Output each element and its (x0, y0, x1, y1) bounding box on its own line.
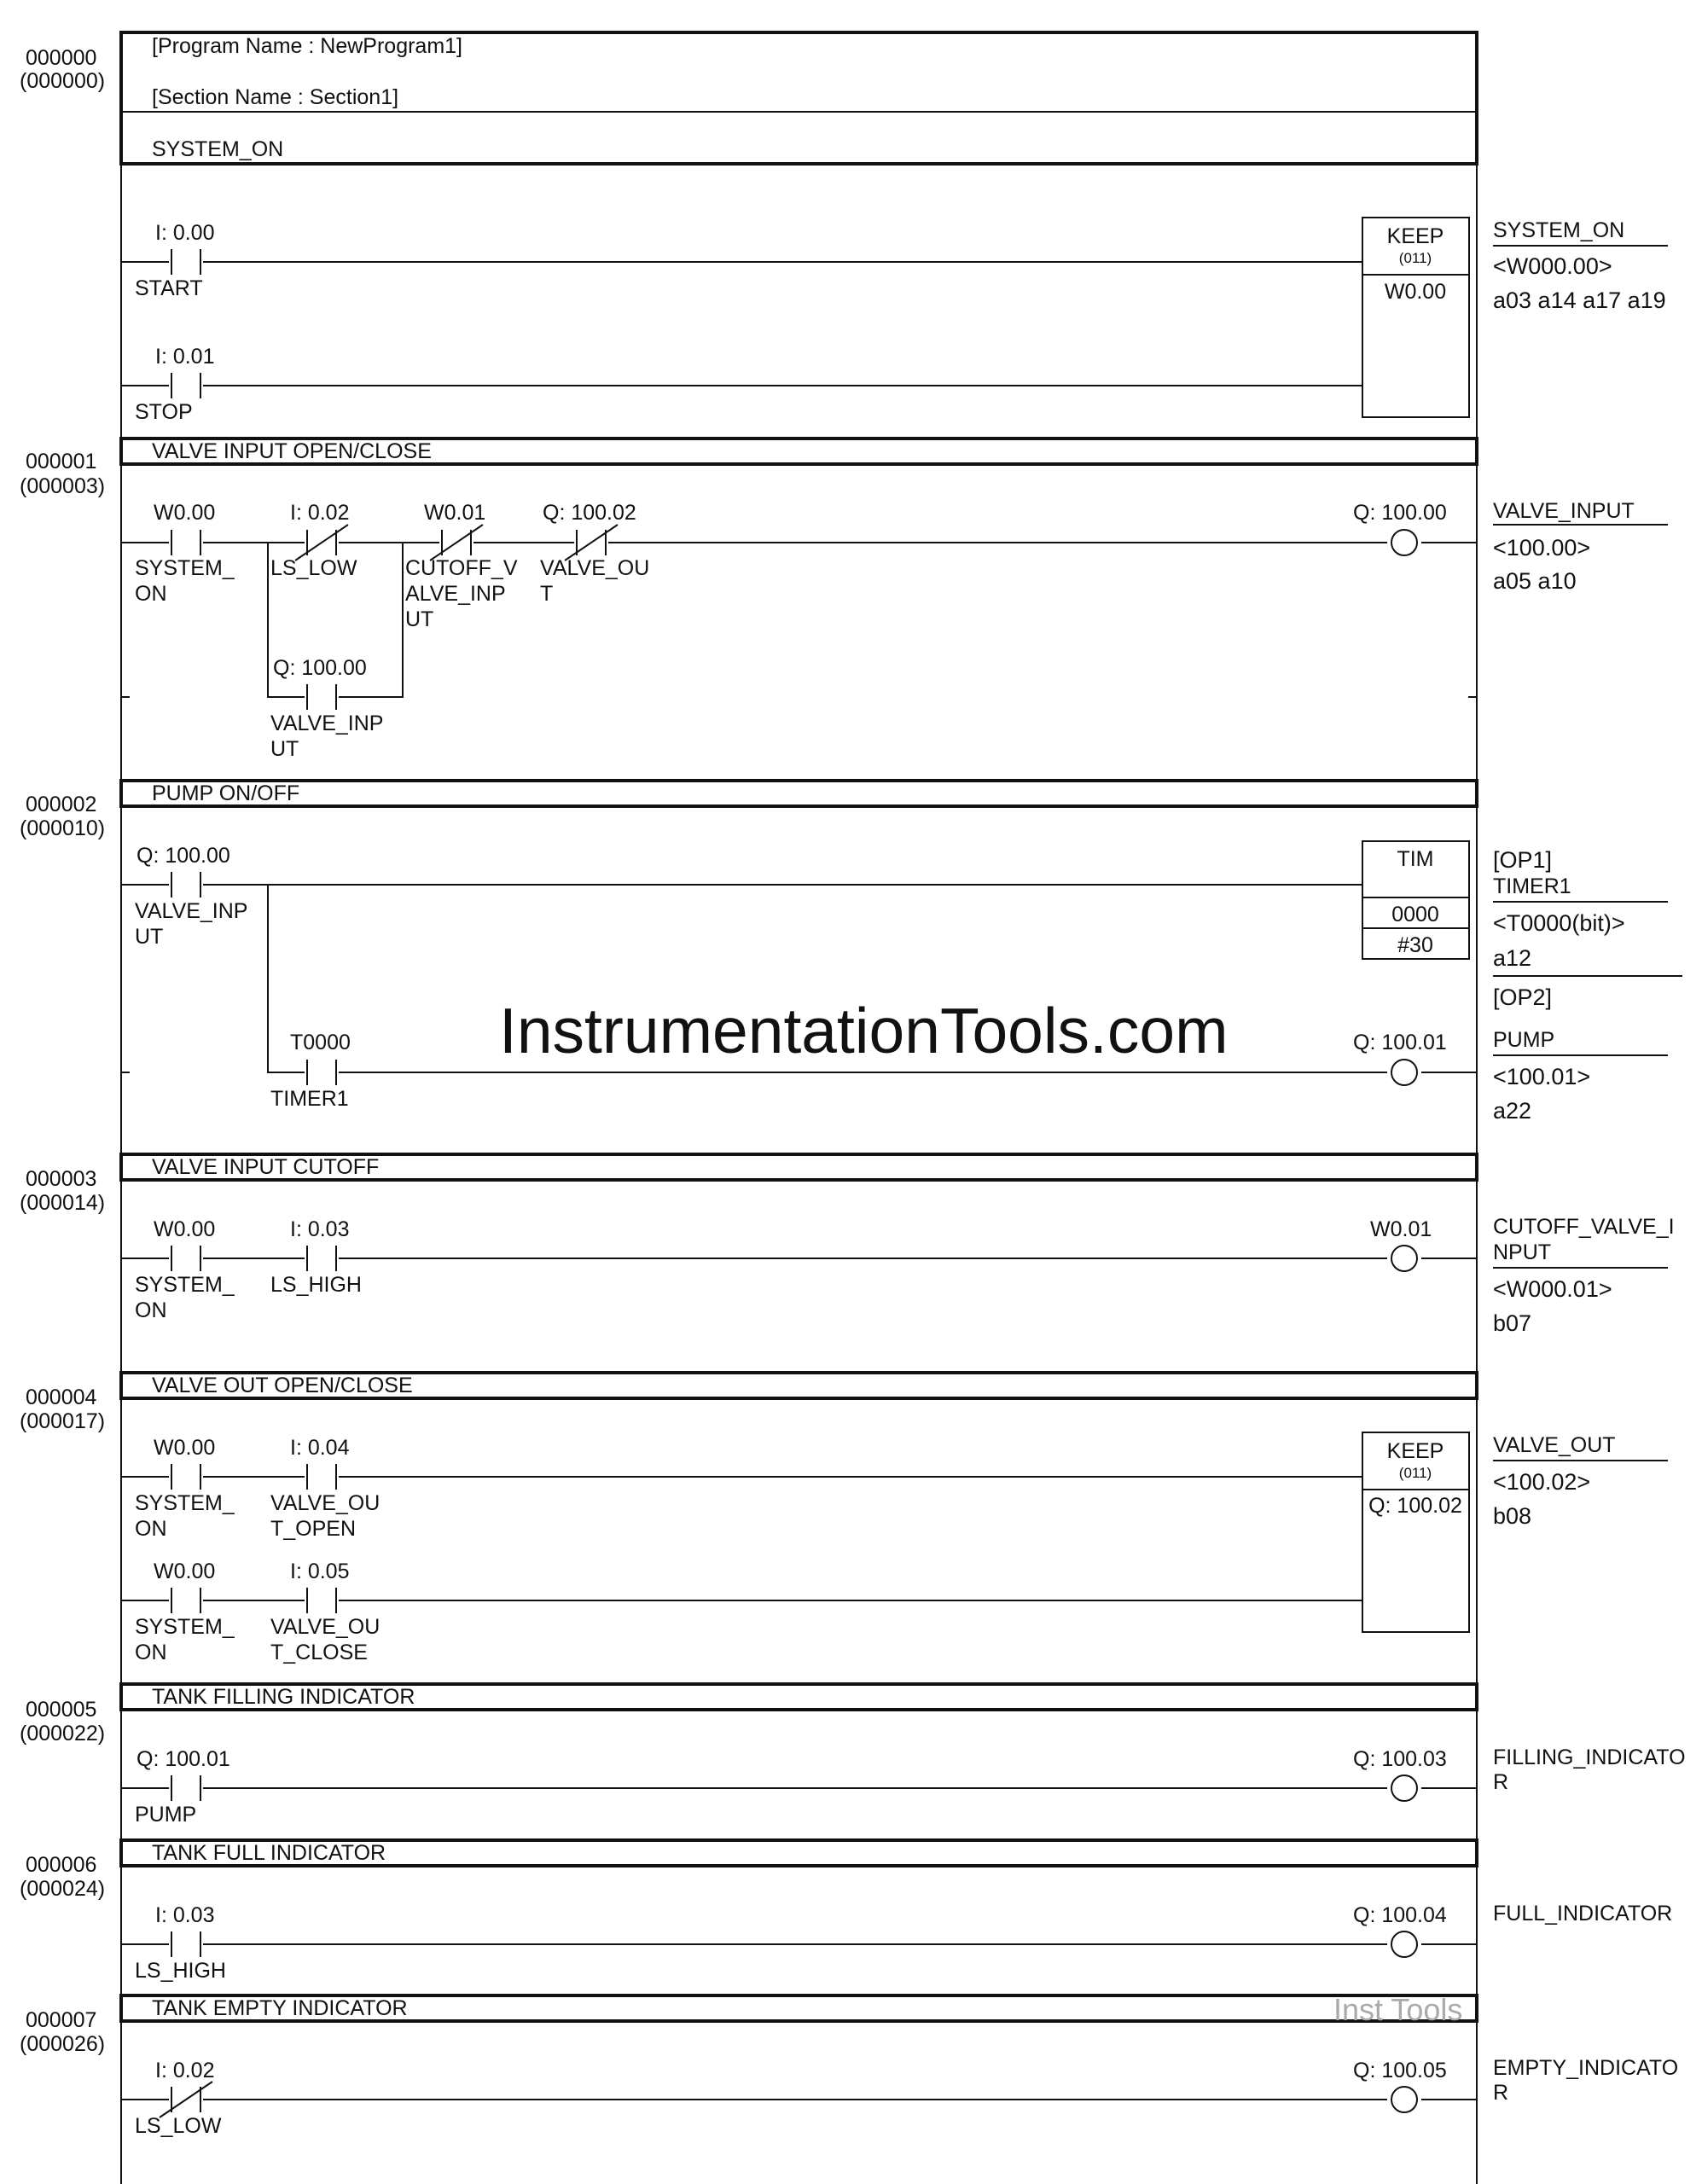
contact-name-line2: UT (270, 737, 299, 761)
contact-address: I: 0.03 (290, 1217, 350, 1241)
xref-address: <100.00> (1493, 535, 1591, 561)
rung-1[interactable] (20, 439, 1668, 761)
rung-comment: TANK FULL INDICATOR (152, 1841, 386, 1865)
instruction-name: TIM (1397, 847, 1434, 871)
output-coil[interactable] (1391, 1931, 1417, 1957)
contact-no[interactable] (305, 1588, 339, 1613)
rung-0[interactable] (20, 32, 1668, 424)
output-coil[interactable] (1391, 1775, 1417, 1801)
xref-refs: a22 (1493, 1098, 1532, 1124)
contact-address: Q: 100.01 (137, 1747, 230, 1771)
watermark-small: Inst Tools (1333, 1992, 1463, 2027)
contact-address: T0000 (290, 1031, 351, 1054)
rung-comment: TANK EMPTY INDICATOR (152, 1996, 408, 2020)
contact-name-line2: T (540, 582, 554, 606)
xref-symbol-line1: CUTOFF_VALVE_I (1493, 1215, 1675, 1239)
timer-number: 0000 (1391, 903, 1439, 926)
step-number: 000003 (26, 1167, 97, 1191)
contact-address: I: 0.00 (155, 221, 215, 245)
xref-symbol-line1: FILLING_INDICATO (1493, 1745, 1686, 1769)
contact-address: W0.00 (154, 1436, 216, 1460)
xref-symbol-line2: NPUT (1493, 1240, 1552, 1264)
step-address: (000000) (20, 69, 106, 93)
keep-instruction[interactable] (1362, 218, 1469, 417)
contact-no[interactable] (169, 1775, 203, 1801)
program-name: [Program Name : NewProgram1] (152, 34, 463, 58)
step-address: (000003) (20, 474, 106, 498)
contact-address: I: 0.05 (290, 1560, 350, 1583)
contact-address: Q: 100.00 (137, 844, 230, 868)
rung-6[interactable] (20, 1840, 1672, 1983)
contact-name: LS_LOW (135, 2114, 222, 2138)
rung-comment: VALVE OUT OPEN/CLOSE (152, 1374, 413, 1397)
contact-name-line1: VALVE_OU (540, 556, 650, 580)
contact-no[interactable] (169, 249, 203, 275)
contact-no[interactable] (305, 1060, 339, 1085)
contact-no[interactable] (169, 1931, 203, 1957)
xref-address: <W000.01> (1493, 1276, 1612, 1302)
coil-address: W0.01 (1370, 1217, 1432, 1241)
step-address: (000024) (20, 1877, 106, 1901)
xref-op2-label: [OP2] (1493, 985, 1553, 1010)
contact-address: W0.00 (154, 1560, 216, 1583)
instruction-code: (011) (1398, 250, 1432, 266)
instruction-name: KEEP (1386, 1439, 1444, 1463)
xref-symbol-line2: R (1493, 2081, 1509, 2105)
xref-refs: b08 (1493, 1503, 1532, 1529)
contact-address: W0.01 (424, 501, 486, 525)
contact-name: TIMER1 (270, 1087, 349, 1111)
contact-address: I: 0.02 (155, 2059, 215, 2082)
contact-no[interactable] (305, 1246, 339, 1271)
rung-comment: PUMP ON/OFF (152, 781, 300, 805)
step-address: (000026) (20, 2032, 106, 2056)
contact-name-line2: UT (135, 925, 164, 949)
contact-address: W0.00 (154, 501, 216, 525)
contact-name-line2: T_OPEN (270, 1517, 357, 1541)
output-coil[interactable] (1391, 1060, 1417, 1085)
xref-refs: b07 (1493, 1310, 1532, 1336)
xref-symbol: FULL_INDICATOR (1493, 1902, 1673, 1926)
contact-name-line1: CUTOFF_V (405, 556, 518, 580)
coil-address: Q: 100.03 (1353, 1747, 1447, 1771)
xref-symbol: PUMP (1493, 1028, 1555, 1052)
section-name: [Section Name : Section1] (152, 85, 399, 109)
rung-3[interactable] (20, 1154, 1675, 1336)
coil-address: Q: 100.04 (1353, 1903, 1447, 1927)
output-coil[interactable] (1391, 1246, 1417, 1271)
contact-no[interactable] (169, 1246, 203, 1271)
xref-address: <T0000(bit)> (1493, 910, 1625, 936)
xref-symbol-line1: EMPTY_INDICATO (1493, 2056, 1679, 2080)
contact-no[interactable] (169, 1588, 203, 1613)
step-number: 000004 (26, 1385, 97, 1409)
xref-symbol: TIMER1 (1493, 874, 1571, 898)
contact-address: Q: 100.02 (543, 501, 636, 525)
rung-2[interactable] (20, 781, 1682, 1124)
contact-name-line1: SYSTEM_ (135, 1615, 235, 1639)
output-coil[interactable] (1391, 530, 1417, 555)
contact-no[interactable] (169, 373, 203, 398)
step-address: (000010) (20, 816, 106, 840)
contact-name: PUMP (135, 1803, 197, 1827)
xref-symbol-line2: R (1493, 1770, 1509, 1794)
step-address: (000022) (20, 1722, 106, 1745)
rung-comment-box (121, 781, 1477, 806)
contact-no[interactable] (169, 1464, 203, 1490)
instruction-operand: Q: 100.02 (1368, 1494, 1462, 1518)
coil-address: Q: 100.05 (1353, 2059, 1447, 2082)
contact-name: LS_LOW (270, 556, 357, 580)
contact-address: I: 0.02 (290, 501, 350, 525)
step-number: 000000 (26, 46, 97, 70)
contact-name: START (135, 276, 203, 300)
contact-name-line2: T_CLOSE (270, 1641, 368, 1664)
output-coil[interactable] (1391, 2087, 1417, 2112)
contact-address: Q: 100.00 (273, 656, 367, 680)
step-address: (000017) (20, 1409, 106, 1433)
contact-name-line2: ALVE_INP (405, 582, 506, 606)
step-number: 000002 (26, 793, 97, 816)
contact-address: I: 0.03 (155, 1903, 215, 1927)
contact-no[interactable] (169, 530, 203, 555)
rung-5[interactable] (20, 1684, 1686, 1827)
contact-name-line1: SYSTEM_ (135, 1491, 235, 1515)
contact-name: LS_HIGH (270, 1273, 362, 1297)
coil-address: Q: 100.00 (1353, 501, 1447, 525)
contact-name-line1: SYSTEM_ (135, 556, 235, 580)
contact-name-line1: SYSTEM_ (135, 1273, 235, 1297)
contact-no[interactable] (169, 872, 203, 897)
instruction-operand: W0.00 (1384, 280, 1447, 304)
contact-address: W0.00 (154, 1217, 216, 1241)
contact-name-line1: VALVE_OU (270, 1615, 380, 1639)
instruction-name: KEEP (1386, 224, 1444, 248)
contact-no[interactable] (305, 1464, 339, 1490)
xref-address: <100.02> (1493, 1469, 1591, 1495)
xref-op1-label: [OP1] (1493, 847, 1553, 873)
rung-comment: SYSTEM_ON (152, 137, 284, 161)
contact-no[interactable] (305, 684, 339, 710)
coil-address: Q: 100.01 (1353, 1031, 1447, 1054)
contact-address: I: 0.01 (155, 345, 215, 369)
instruction-code: (011) (1398, 1465, 1432, 1481)
contact-name-line2: ON (135, 1641, 167, 1664)
keep-instruction[interactable] (1362, 1432, 1469, 1632)
contact-name-line3: UT (405, 607, 434, 631)
xref-address: <100.01> (1493, 1064, 1591, 1089)
contact-address: I: 0.04 (290, 1436, 350, 1460)
xref-refs: a05 a10 (1493, 568, 1577, 594)
step-address: (000014) (20, 1191, 106, 1215)
contact-name-line2: ON (135, 582, 167, 606)
contact-name-line1: VALVE_INP (270, 712, 384, 735)
xref-refs: a03 a14 a17 a19 (1493, 288, 1666, 313)
contact-name: LS_HIGH (135, 1959, 226, 1983)
step-number: 000006 (26, 1853, 97, 1877)
contact-name-line2: ON (135, 1298, 167, 1322)
contact-name-line2: ON (135, 1517, 167, 1541)
step-number: 000005 (26, 1698, 97, 1722)
rung-comment: VALVE INPUT CUTOFF (152, 1155, 380, 1179)
contact-name: STOP (135, 400, 193, 424)
xref-refs: a12 (1493, 945, 1532, 971)
xref-symbol: VALVE_INPUT (1493, 499, 1635, 523)
rung-4[interactable] (20, 1373, 1668, 1664)
step-number: 000001 (26, 450, 97, 473)
contact-name-line1: VALVE_INP (135, 899, 248, 923)
contact-name-line1: VALVE_OU (270, 1491, 380, 1515)
rung-7[interactable] (20, 1992, 1678, 2138)
xref-symbol: VALVE_OUT (1493, 1433, 1616, 1457)
timer-setting: #30 (1397, 933, 1433, 957)
watermark-text: InstrumentationTools.com (499, 995, 1229, 1066)
tim-instruction[interactable] (1362, 841, 1469, 959)
xref-address: <W000.00> (1493, 253, 1612, 279)
rung-comment: VALVE INPUT OPEN/CLOSE (152, 439, 432, 463)
rung-comment: TANK FILLING INDICATOR (152, 1685, 415, 1709)
xref-symbol: SYSTEM_ON (1493, 218, 1625, 242)
step-number: 000007 (26, 2008, 97, 2032)
